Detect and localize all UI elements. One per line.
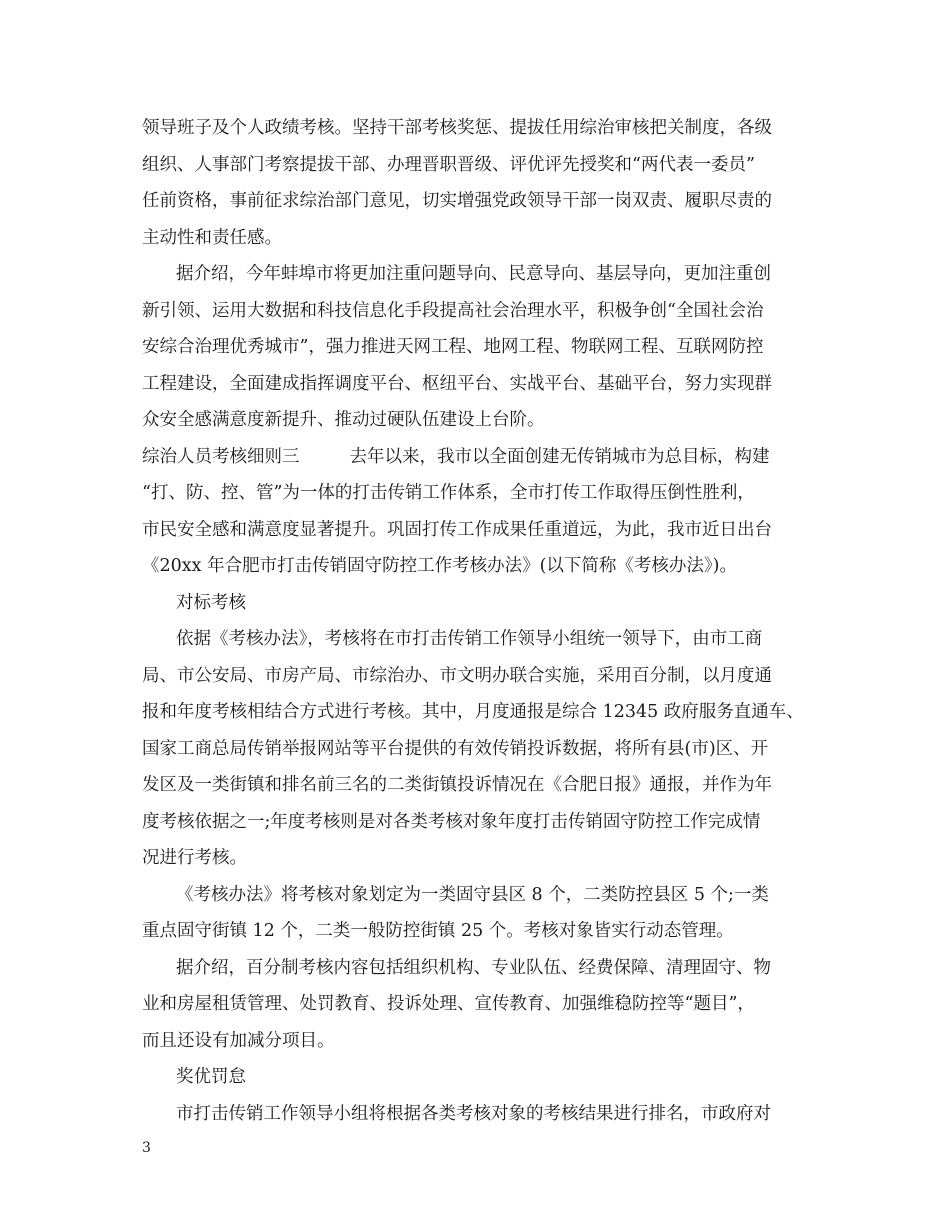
text-line-content: 发区及一类街镇和排名前三名的二类街镇投诉情况在《合肥日报》通报，并作为年 [142, 775, 772, 795]
text-line-content: 国家工商总局传销举报网站等平台提供的有效传销投诉数据，将所有县(市)区、开 [142, 738, 769, 759]
text-line-content: 众安全感满意度新提升、推动过硬队伍建设上台阶。 [142, 410, 545, 430]
text-line [142, 220, 822, 257]
text-line [142, 147, 822, 184]
text-line [142, 1023, 822, 1060]
text-line [142, 913, 822, 950]
text-line-content: 依据《考核办法》，考核将在市打击传销工作领导小组统一领导下，由市工商 [176, 629, 763, 649]
text-line-content: 度考核依据之一;年度考核则是对各类考核对象年度打击传销固守防控工作完成情 [142, 811, 761, 832]
text-line-content: 新引领、运用大数据和科技信息化手段提高社会治理水平，积极争创“全国社会治 [142, 300, 764, 321]
text-line [142, 548, 822, 585]
text-line [142, 512, 822, 549]
text-line [142, 950, 822, 987]
text-line-content: 对标考核 [176, 592, 246, 613]
text-line-content: 奖优罚怠 [176, 1067, 246, 1087]
text-line [142, 694, 822, 731]
text-line [142, 585, 822, 622]
text-line [142, 439, 822, 476]
text-line [142, 110, 822, 147]
text-line-continuation: 去年以来，我市以全面创建无传销城市为总目标，构建 [349, 446, 770, 467]
text-line-content: 重点固守街镇 12 个，二类一般防控街镇 25 个。考核对象皆实行动态管理。 [142, 921, 734, 941]
text-line [142, 986, 822, 1023]
text-line [142, 293, 822, 330]
text-line-content: 安综合治理优秀城市”，强力推进天网工程、地网工程、物联网工程、互联网防控 [142, 337, 764, 357]
text-line-content: 《20xx 年合肥市打击传销固守防控工作考核办法》(以下简称《考核办法》)。 [142, 556, 737, 576]
text-line-content: “打、防、控、管”为一体的打击传销工作体系，全市打传工作取得压倒性胜利， [142, 483, 755, 503]
text-line [142, 1096, 822, 1133]
text-line [142, 256, 822, 293]
text-line [142, 402, 822, 439]
page-number: 3 [142, 1140, 151, 1156]
document-body [142, 110, 822, 1132]
text-line [142, 840, 822, 877]
text-line-content: 领导班子及个人政绩考核。坚持干部考核奖惩、提拔任用综治审核把关制度，各级 [142, 118, 772, 138]
text-line-content: 况进行考核。 [142, 848, 247, 868]
text-line [142, 804, 822, 841]
text-line-content: 业和房屋租赁管理、处罚教育、投诉处理、宣传教育、加强维稳防控等“题目”， [142, 994, 755, 1014]
text-line [142, 731, 822, 768]
text-line [142, 877, 822, 914]
text-line-content: 市打击传销工作领导小组将根据各类考核对象的考核结果进行排名，市政府对 [176, 1103, 771, 1124]
text-line-content: 任前资格，事前征求综治部门意见，切实增强党政领导干部一岗双责、履职尽责的 [142, 191, 772, 211]
text-line [142, 621, 822, 658]
text-line-content: 综治人员考核细则三 [142, 446, 300, 467]
text-line [142, 1059, 822, 1096]
text-line [142, 183, 822, 220]
text-line-content: 而且还设有加减分项目。 [142, 1030, 335, 1051]
text-line-content: 《考核办法》将考核对象划定为一类固守县区 8 个，二类防控县区 5 个;一类 [176, 884, 769, 905]
text-line [142, 658, 822, 695]
text-line-content: 主动性和责任感。 [142, 227, 282, 248]
text-line [142, 329, 822, 366]
text-line-content: 工程建设，全面建成指挥调度平台、枢纽平台、实战平台、基础平台，努力实现群 [142, 373, 772, 394]
text-line [142, 767, 822, 804]
text-line-content: 报和年度考核相结合方式进行考核。其中，月度通报是综合 12345 政府服务直通车、 [142, 702, 804, 722]
text-line-content: 市民安全感和满意度显著提升。巩固打传工作成果任重道远，为此，我市近日出台 [142, 519, 772, 540]
text-line-content: 局、市公安局、市房产局、市综治办、市文明办联合实施，采用百分制，以月度通 [142, 665, 772, 686]
text-line-content: 组织、人事部门考察提拔干部、办理晋职晋级、评优评先授奖和“两代表一委员” [142, 154, 755, 175]
text-line-content: 据介绍，今年蚌埠市将更加注重问题导向、民意导向、基层导向，更加注重创 [176, 264, 771, 284]
text-line-content: 据介绍，百分制考核内容包括组织机构、专业队伍、经费保障、清理固守、物 [176, 957, 771, 978]
text-line [142, 475, 822, 512]
text-line [142, 366, 822, 403]
